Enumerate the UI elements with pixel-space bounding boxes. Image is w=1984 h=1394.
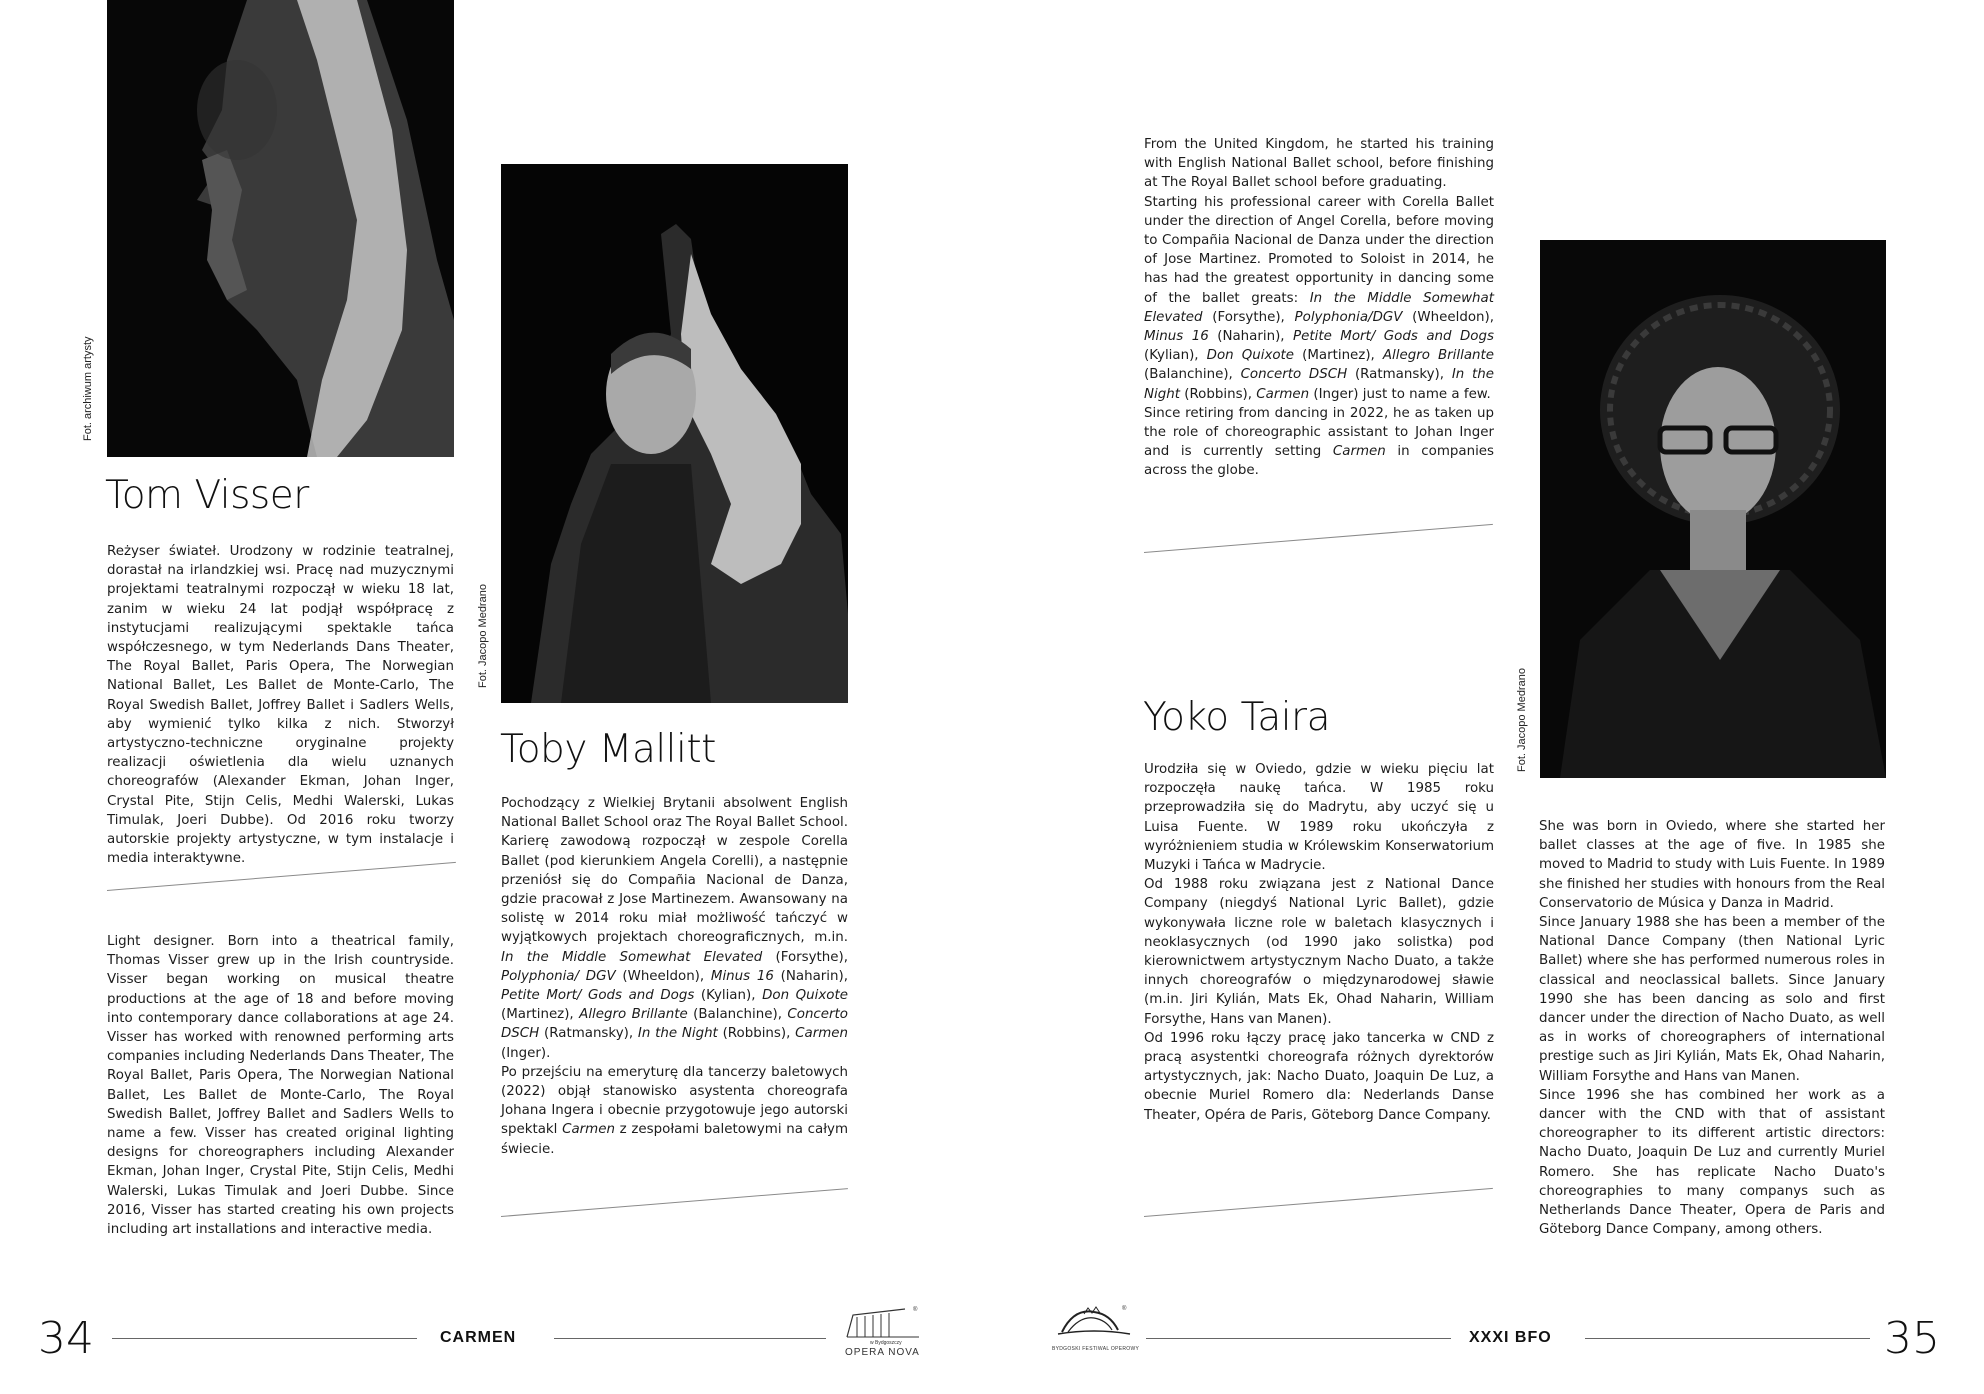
yoko-divider — [1144, 1188, 1493, 1217]
tom-bio-en-text: Light designer. Born into a theatrical family, Thomas Visser grew up in the Irish countryside. Visser began working on musical theatre productions at the age of 18 and before moving into contemporary dance collaborations at age 24. Visser has worked with renowned performing arts companies including Nederlands Dans Theater, The Royal Ballet, Paris Opera, The Norwegian National Ballet, Les Ballet de Monte-Carlo, The Royal Swedish Ballet, Joffrey Ballet and Sadlers Wells to name a few. Visser has created original lighting designs for choreographers including Alexander Ekman, Johan Inger, Crystal Pite, Stijn Celis, Medhi Walerski, Lukas Timulak and Joeri Dubbe. Since 2016, Visser has started creating his own projects including art installations and interactive media. — [107, 934, 454, 1238]
tom-visser-bio-pl — [107, 542, 454, 867]
yoko-taira-bio-en — [1539, 817, 1885, 1247]
yoko-bio-en-p1: She was born in Oviedo, where she started her ballet classes at the age of five. In 1985 she moved to Madrid to study with Luis Fuente. In 1989 she finished her studies with honours from the Real Conservatorio de Música y Danza in Madrid. — [1539, 819, 1885, 911]
opera-nova-logo-label: OPERA NOVA — [845, 1347, 920, 1358]
tom-bio-pl-text: Reżyser świateł. Urodzony w rodzinie teatralnej, dorastał na irlandzkiej wsi. Pracę nad muzycznymi projektami teatralnymi rozpoczął w wieku 18 lat, zanim w wieku 24 lat podjął współpracę z instytucjami realizującymi spektakle tańca współczesnego, w tym Nederlands Dans Theater, The Royal Ballet, Paris Opera, The Norwegian National Ballet, Les Ballet de Monte-Carlo, The Royal Swedish Ballet, Joffrey Ballet i Sadlers Wells, aby wymienić tylko kilka z nich. Stworzył artystyczno-techniczne oryginalne projekty realizacji oświetlenia dla wielu uznanych choreografów (Alexander Ekman, Johan Inger, Crystal Pite, Stijn Celis, Medhi Walerski, Lukas Timulak, Joeri Dubbe). Od 2016 roku tworzy autorskie projekty artystyczne, w tym instalacje i media interaktywne. — [107, 544, 454, 867]
tom-photo-credit: Fot. archiwum artysty — [82, 336, 94, 441]
festival-logo-icon — [1054, 1302, 1134, 1342]
page-number-right: 35 — [1884, 1313, 1940, 1364]
toby-divider — [501, 1188, 848, 1217]
yoko-taira-bio-pl — [1144, 760, 1494, 1160]
yoko-bio-pl-p3: Od 1996 roku łączy pracę jako tancerka w CND z pracą asystentki choreografa różnych dyrektorów artystycznych, jak: Nacho Duato, Joaquin De Luz, a obecnie Muriel Romero dla: Nederlands Danse Theater, Opéra de Paris, Göteborg Dance Company. — [1144, 1030, 1494, 1123]
toby-mallitt-photo — [501, 164, 848, 703]
yoko-bio-en-p2: Since January 1988 she has been a member of the National Dance Company (then National Lyric Ballet) where she has performed numerous roles in classical and neoclassical ballets. Since January 1990 she has been dancing as solo and first dancer under the direction of Nacho Duato, as well as in works of choreographers of international prestige such as Jiri Kylián, Mats Ek, Ohad Naharin, William Forsythe and Hans van Manen. — [1539, 915, 1885, 1084]
toby-en-divider — [1144, 524, 1493, 553]
tom-visser-bio-en — [107, 932, 454, 1244]
yoko-bio-pl-p1: Urodziła się w Oviedo, gdzie w wieku pięciu lat rozpoczęła naukę tańca. W 1985 roku przeprowadziła się do Madrytu, aby uczyć się u Luisa Fuente. W 1989 roku ukończyła z wyróżnieniem studia w Królewskim Konserwatorium Muzyki i Tańca w Madrycie. — [1144, 762, 1494, 874]
toby-mallitt-name: Toby Mallitt — [500, 727, 716, 772]
footer-line-right-2 — [1585, 1338, 1870, 1339]
yoko-taira-photo — [1540, 240, 1886, 778]
toby-mallitt-bio-en — [1144, 135, 1494, 485]
footer-line-left-1 — [112, 1338, 417, 1339]
page-number-left: 34 — [38, 1313, 94, 1364]
running-title-right: XXXI BFO — [1469, 1329, 1552, 1346]
festival-logo-label: BYDGOSKI FESTIWAL OPEROWY — [1052, 1346, 1140, 1352]
footer-line-right-1 — [1146, 1338, 1451, 1339]
yoko-photo-credit: Fot. Jacopo Medrano — [1516, 668, 1528, 772]
tom-visser-name: Tom Visser — [105, 473, 309, 518]
toby-photo-credit: Fot. Jacopo Medrano — [477, 584, 489, 688]
toby-bio-pl-p2: Po przejściu na emeryturę dla tancerzy baletowych (2022) objął stanowisko asystenta choreografa Johana Ingera i obecnie przygotowuje jego autorski spektakl Carmen z zespołami baletowymi na całym świecie. — [501, 1064, 848, 1157]
toby-mallitt-bio-pl — [501, 794, 848, 1174]
yoko-bio-pl-p2: Od 1988 roku związana jest z National Dance Company (niegdyś National Lyric Ballet), gdzie wykonywała liczne role w baletach klasycznych i neoklasycznych (od 1990 jako solistka) pod kierownictwem artystycznym Nacho Duato, a także innych choreografów o międzynarodowej sławie (m.in. Jiri Kylián, Mats Ek, Ohad Naharin, William Forsythe, Hans van Manen). — [1144, 877, 1494, 1027]
opera-nova-logo-icon — [843, 1305, 923, 1341]
svg-text:®: ® — [1122, 1306, 1127, 1312]
toby-bio-pl-p1: Pochodzący z Wielkiej Brytanii absolwent English National Ballet School oraz The Royal Ballet School. Karierę zawodową rozpoczął w zespole Corella Ballet (pod kierunkiem Angela Corelli), a następnie przeniósł się do Compañia Nacional de Danza, gdzie pracował z Jose Martinezem. Awansowany na solistę w 2014 roku miał możliwość tańczyć w wyjątkowych projektach choreograficznych, m.in. In the Middle Somewhat Elevated (Forsythe), Polyphonia/ DGV (Wheeldon), Minus 16 (Naharin), Petite Mort/ Gods and Dogs (Kylian), Don Quixote (Martinez), Allegro Brillante (Balanchine), Concerto DSCH (Ratmansky), In the Night (Robbins), Carmen (Inger). — [501, 796, 848, 1061]
running-title-left: CARMEN — [440, 1329, 517, 1346]
opera-nova-logo-sub: w Bydgoszczy — [870, 1340, 902, 1346]
svg-text:®: ® — [913, 1307, 918, 1313]
toby-bio-en-p3: Since retiring from dancing in 2022, he as taken up the role of choreographic assistant to Johan Inger and is currently setting Carmen in companies across the globe. — [1144, 405, 1494, 479]
toby-bio-en-p1: From the United Kingdom, he started his training with English National Ballet school, before finishing at The Royal Ballet school before graduating. — [1144, 137, 1494, 191]
toby-bio-en-p2: Starting his professional career with Corella Ballet under the direction of Angel Corella, before moving to Compañia Nacional de Danza under the direction of Jose Martinez. Promoted to Soloist in 2014, he has had the greatest opportunity in dancing some of the ballet greats: In the Middle Somewhat Elevated (Forsythe), Polyphonia/DGV (Wheeldon), Minus 16 (Naharin), Petite Mort/ Gods and Dogs (Kylian), Don Quixote (Martinez), Allegro Brillante (Balanchine), Concerto DSCH (Ratmansky), In the Night (Robbins), Carmen (Inger) just to name a few. — [1144, 194, 1495, 402]
footer-line-left-2 — [554, 1338, 826, 1339]
tom-visser-photo — [107, 0, 454, 457]
yoko-bio-en-p3: Since 1996 she has combined her work as a dancer with the CND with that of assistant choreographer to its different artistic directors: Nacho Duato, Joaquin De Luz and currently Muriel Romero. She has replicate Nacho Duato's choreographies to many companys such as Netherlands Dance Theater, Opera de Paris and Göteborg Dance Company, among others. — [1539, 1087, 1885, 1238]
yoko-taira-name: Yoko Taira — [1143, 695, 1330, 740]
